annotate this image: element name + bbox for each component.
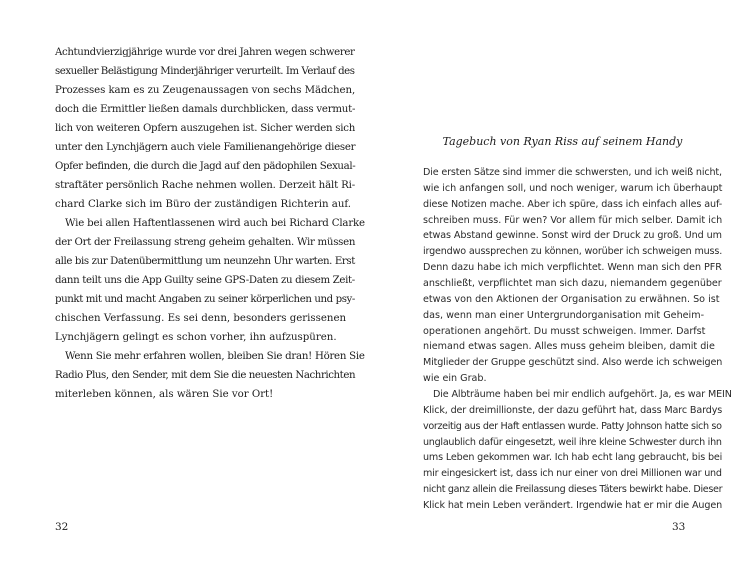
right-text-line: ums Leben gekommen war. Ich hab echt lang gebraucht, bis bei xyxy=(423,452,723,464)
right-text-line: nicht ganz allein die Freilassung dieses Täters bewirkt habe. Dieser xyxy=(423,484,723,496)
left-text-line: punkt mit und macht Angaben zu seiner körperlichen und psy- xyxy=(55,294,355,305)
right-text-line: anschließt, verpflichtet man sich dazu, niemandem gegenüber xyxy=(423,278,722,289)
left-text-line: chard Clarke sich im Büro der zuständigen Richterin auf. xyxy=(55,199,352,210)
right-text-line: niemand etwas sagen. Alles muss geheim bleiben, damit die xyxy=(423,341,715,353)
left-text-line: doch die Ermittler ließen damals durchblicken, dass vermut- xyxy=(55,104,356,115)
right-text-line: Denn dazu habe ich mich verpflichtet. Wenn man sich den PFR xyxy=(423,262,722,274)
right-text-line: etwas Abstand gewinne. Sonst wird der Druck zu groß. Und um xyxy=(423,230,722,242)
page-number: 33 xyxy=(672,521,686,533)
left-text-line: straftäter persönlich Rache nehmen wollen. Derzeit hält Ri- xyxy=(55,180,356,191)
right-text-line: mir eingesickert ist, dass ich nur einer von drei Millionen war und xyxy=(423,468,722,480)
page-number: 32 xyxy=(55,521,69,533)
left-text-line: alle bis zur Datenübermittlung um neunzehn Uhr warten. Erst xyxy=(55,256,355,267)
right-text-line: unglaublich dafür eingesetzt, weil ihre kleine Schwester durch ihn xyxy=(423,436,722,448)
right-text-line: vorzeitig aus der Haft entlassen wurde. Patty Johnson hatte sich so xyxy=(423,420,722,432)
left-text-line: der Ort der Freilassung streng geheim gehalten. Wir müssen xyxy=(55,237,356,248)
right-text-line: Klick hat mein Leben verändert. Irgendwie hat er mir die Augen xyxy=(423,500,723,511)
left-text-line: Wie bei allen Haftentlassenen wird auch bei Richard Clarke xyxy=(65,218,365,229)
left-text-line: Wenn Sie mehr erfahren wollen, bleiben Sie dran! Hören Sie xyxy=(65,351,365,362)
left-text-line: Lynchjägern gelingt es schon vorher, ihn aufzuspüren. xyxy=(55,332,337,343)
right-text-line: schreiben muss. Für wen? Vor allem für mich selber. Damit ich xyxy=(423,214,723,226)
right-text-line: Die ersten Sätze sind immer die schwersten, und ich weiß nicht, xyxy=(423,167,722,178)
diary-heading: Tagebuch von Ryan Riss auf seinem Handy xyxy=(442,135,683,148)
left-text-line: Achtundvierzigjährige wurde vor drei Jahren wegen schwerer xyxy=(55,47,355,58)
left-text-line: chischen Verfassung. Es sei denn, besonders gerissenen xyxy=(55,313,347,324)
right-text-line: Mitglieder der Gruppe geschützt sind. Also werde ich schweigen xyxy=(423,357,723,369)
right-text-line: Klick, der dreimillionste, der dazu geführt hat, dass Marc Bardys xyxy=(423,404,723,416)
right-text-line: diese Notizen mache. Aber ich spüre, dass ich einfach alles auf- xyxy=(423,198,723,210)
left-text-line: Opfer befinden, die durch die Jagd auf den pädophilen Sexual- xyxy=(55,161,356,172)
left-text-line: Radio Plus, den Sender, mit dem Sie die neuesten Nachrichten xyxy=(55,370,356,381)
left-text-line: Prozesses kam es zu Zeugenaussagen von sechs Mädchen, xyxy=(55,85,356,96)
right-text-line: operationen angehört. Du musst schweigen. Immer. Darfst xyxy=(423,325,706,337)
left-text-line: miterleben können, als wären Sie vor Ort! xyxy=(55,389,274,400)
right-text-line: wie ein Grab. xyxy=(423,373,487,385)
right-text-line: das, wenn man einer Untergrundorganisation mit Geheim- xyxy=(423,309,705,321)
left-text-line: sexueller Belästigung Minderjähriger verurteilt. Im Verlauf des xyxy=(55,66,355,77)
right-text-line: Die Albträume haben bei mir endlich aufgehört. Ja, es war MEIN xyxy=(433,389,732,400)
right-text-line: wie ich anfangen soll, und noch weniger, warum ich überhaupt xyxy=(423,182,723,194)
left-text-line: unter den Lynchjägern auch viele Familienangehörige dieser xyxy=(55,142,356,153)
right-text-line: etwas von den Aktionen der Organisation zu erwähnen. So ist xyxy=(423,293,720,305)
left-text-line: lich von weiteren Opfern auszugehen ist. Sicher werden sich xyxy=(55,123,356,134)
right-text-line: irgendwo aussprechen zu können, worüber ich schweigen muss. xyxy=(423,246,723,258)
left-text-line: dann teilt uns die App Guilty seine GPS-Daten zu diesem Zeit- xyxy=(55,275,355,286)
